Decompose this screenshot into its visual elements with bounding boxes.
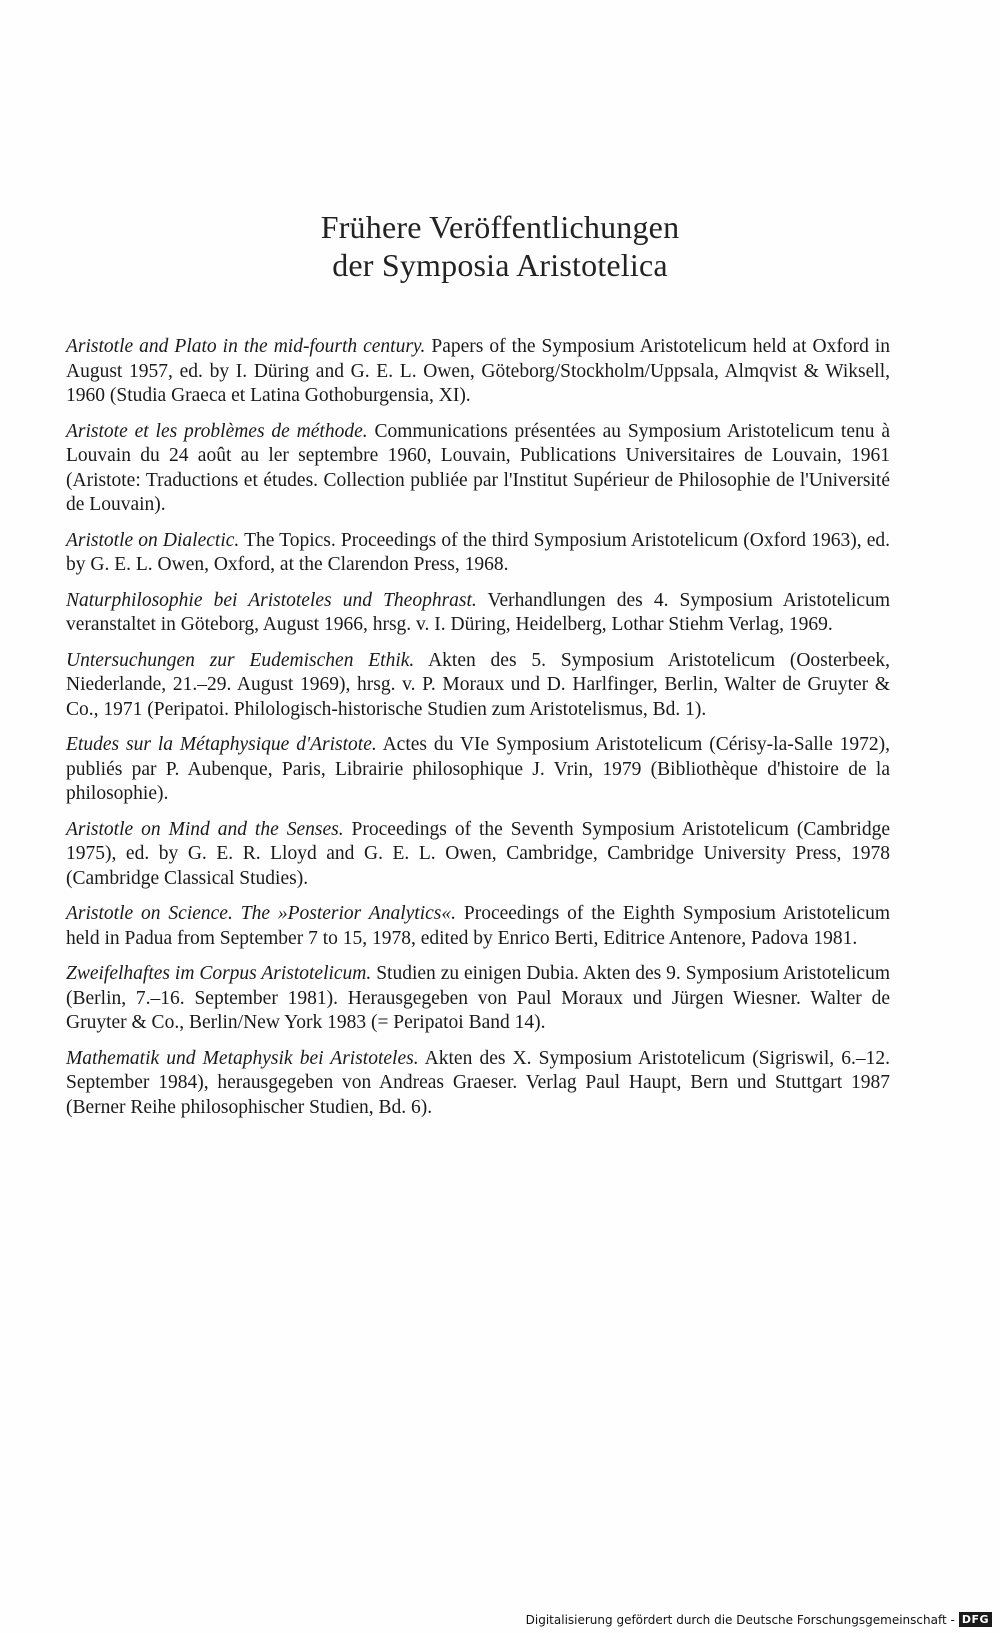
publication-title: Untersuchungen zur Eudemischen Ethik. [66, 649, 415, 671]
publication-list [66, 335, 890, 1131]
publication-details: Actes du VIe Symposium Aristotelicum (Cérisy-la-Salle 1972), publiés par P. Aubenque, Paris, Librairie philosophique J. Vrin, 1979 (Bibliothèque d'histoire de la philosophie). [66, 734, 891, 804]
dfg-logo: DFG [959, 1612, 992, 1627]
publication-title: Mathematik und Metaphysik bei Aristoteles. [66, 1047, 419, 1069]
publication-title: Aristote et les problèmes de méthode. [66, 420, 368, 442]
publication-details: Akten des X. Symposium Aristotelicum (Sigriswil, 6.–12. September 1984), herausgegeben von Andreas Graeser. Verlag Paul Haupt, Bern und Stuttgart 1987 (Berner Reihe philosophischer Studien, Bd. 6). [66, 1047, 890, 1118]
publication-details: Communications présentées au Symposium Aristotelicum tenu à Louvain du 24 août au ler septembre 1960, Louvain, Publications Universitaires de Louvain, 1961 (Aristote: Traductions et études. Collection publiée par l'Institut Supérieur de Philosophie de l'Université de Louvain). [66, 420, 890, 515]
publication-title: Aristotle and Plato in the mid-fourth century. [66, 336, 426, 357]
publication-title: Naturphilosophie bei Aristoteles und Theophrast. [66, 589, 477, 611]
publication-title: Etudes sur la Métaphysique d'Aristote. [66, 734, 377, 755]
publication-details: Studien zu einigen Dubia. Akten des 9. Symposium Aristotelicum (Berlin, 7.–16. September 1981). Herausgegeben von Paul Moraux und Jürgen Wiesner. Walter de Gruyter & Co., Berlin/New York 1983 (= Peripatoi Band 14). [66, 963, 890, 1033]
publication-title: Zweifelhaftes im Corpus Aristotelicum. [66, 963, 372, 984]
publication-details: Proceedings of the Eighth Symposium Aristotelicum held in Padua from September 7 to 15, 1978, edited by Enrico Berti, Editrice Antenore, Padova 1981. [66, 903, 890, 949]
publication-title: Aristotle on Dialectic. [66, 529, 240, 551]
publication-entry [66, 902, 890, 951]
page-title-line-2: der Symposia Aristotelica [332, 247, 668, 283]
publication-entry [66, 733, 890, 807]
publication-entry [66, 529, 890, 578]
publication-entry [66, 335, 890, 409]
publication-entry [66, 1047, 890, 1121]
publication-details: Papers of the Symposium Aristotelicum held at Oxford in August 1957, ed. by I. Düring and G. E. L. Owen, Göteborg/Stockholm/Uppsala, Almqvist & Wiksell, 1960 (Studia Graeca et Latina Gothoburgensia, XI). [66, 336, 890, 406]
page-title-line-1: Frühere Veröffentlichungen [320, 209, 680, 245]
publication-entry [66, 649, 890, 723]
publication-entry [66, 589, 890, 638]
publication-title: Aristotle on Science. The »Posterior Analytics«. [66, 903, 456, 924]
publication-entry [66, 962, 890, 1036]
publication-details: Proceedings of the Seventh Symposium Aristotelicum (Cambridge 1975), ed. by G. E. R. Lloyd and G. E. L. Owen, Cambridge, Cambridge University Press, 1978 (Cambridge Classical Studies). [66, 818, 890, 889]
funding-note: Digitalisierung gefördert durch die Deutsche Forschungsgemeinschaft - [525, 1612, 955, 1627]
publication-title: Aristotle on Mind and the Senses. [66, 818, 344, 840]
publication-details: The Topics. Proceedings of the third Symposium Aristotelicum (Oxford 1963), ed. by G. E. L. Owen, Oxford, at the Clarendon Press, 1968. [66, 529, 890, 575]
publication-entry [66, 818, 890, 892]
publication-details: Verhandlungen des 4. Symposium Aristotelicum veranstaltet in Göteborg, August 1966, hrsg. v. I. Düring, Heidelberg, Lothar Stiehm Verlag, 1969. [66, 589, 890, 635]
digitization-footer [526, 1612, 992, 1627]
publication-entry [66, 420, 890, 518]
publication-details: Akten des 5. Symposium Aristotelicum (Oosterbeek, Niederlande, 21.–29. August 1969), hrsg. v. P. Moraux und D. Harlfinger, Berlin, Walter de Gruyter & Co., 1971 (Peripatoi. Philologisch-historische Studien zum Aristotelismus, Bd. 1). [66, 649, 890, 720]
